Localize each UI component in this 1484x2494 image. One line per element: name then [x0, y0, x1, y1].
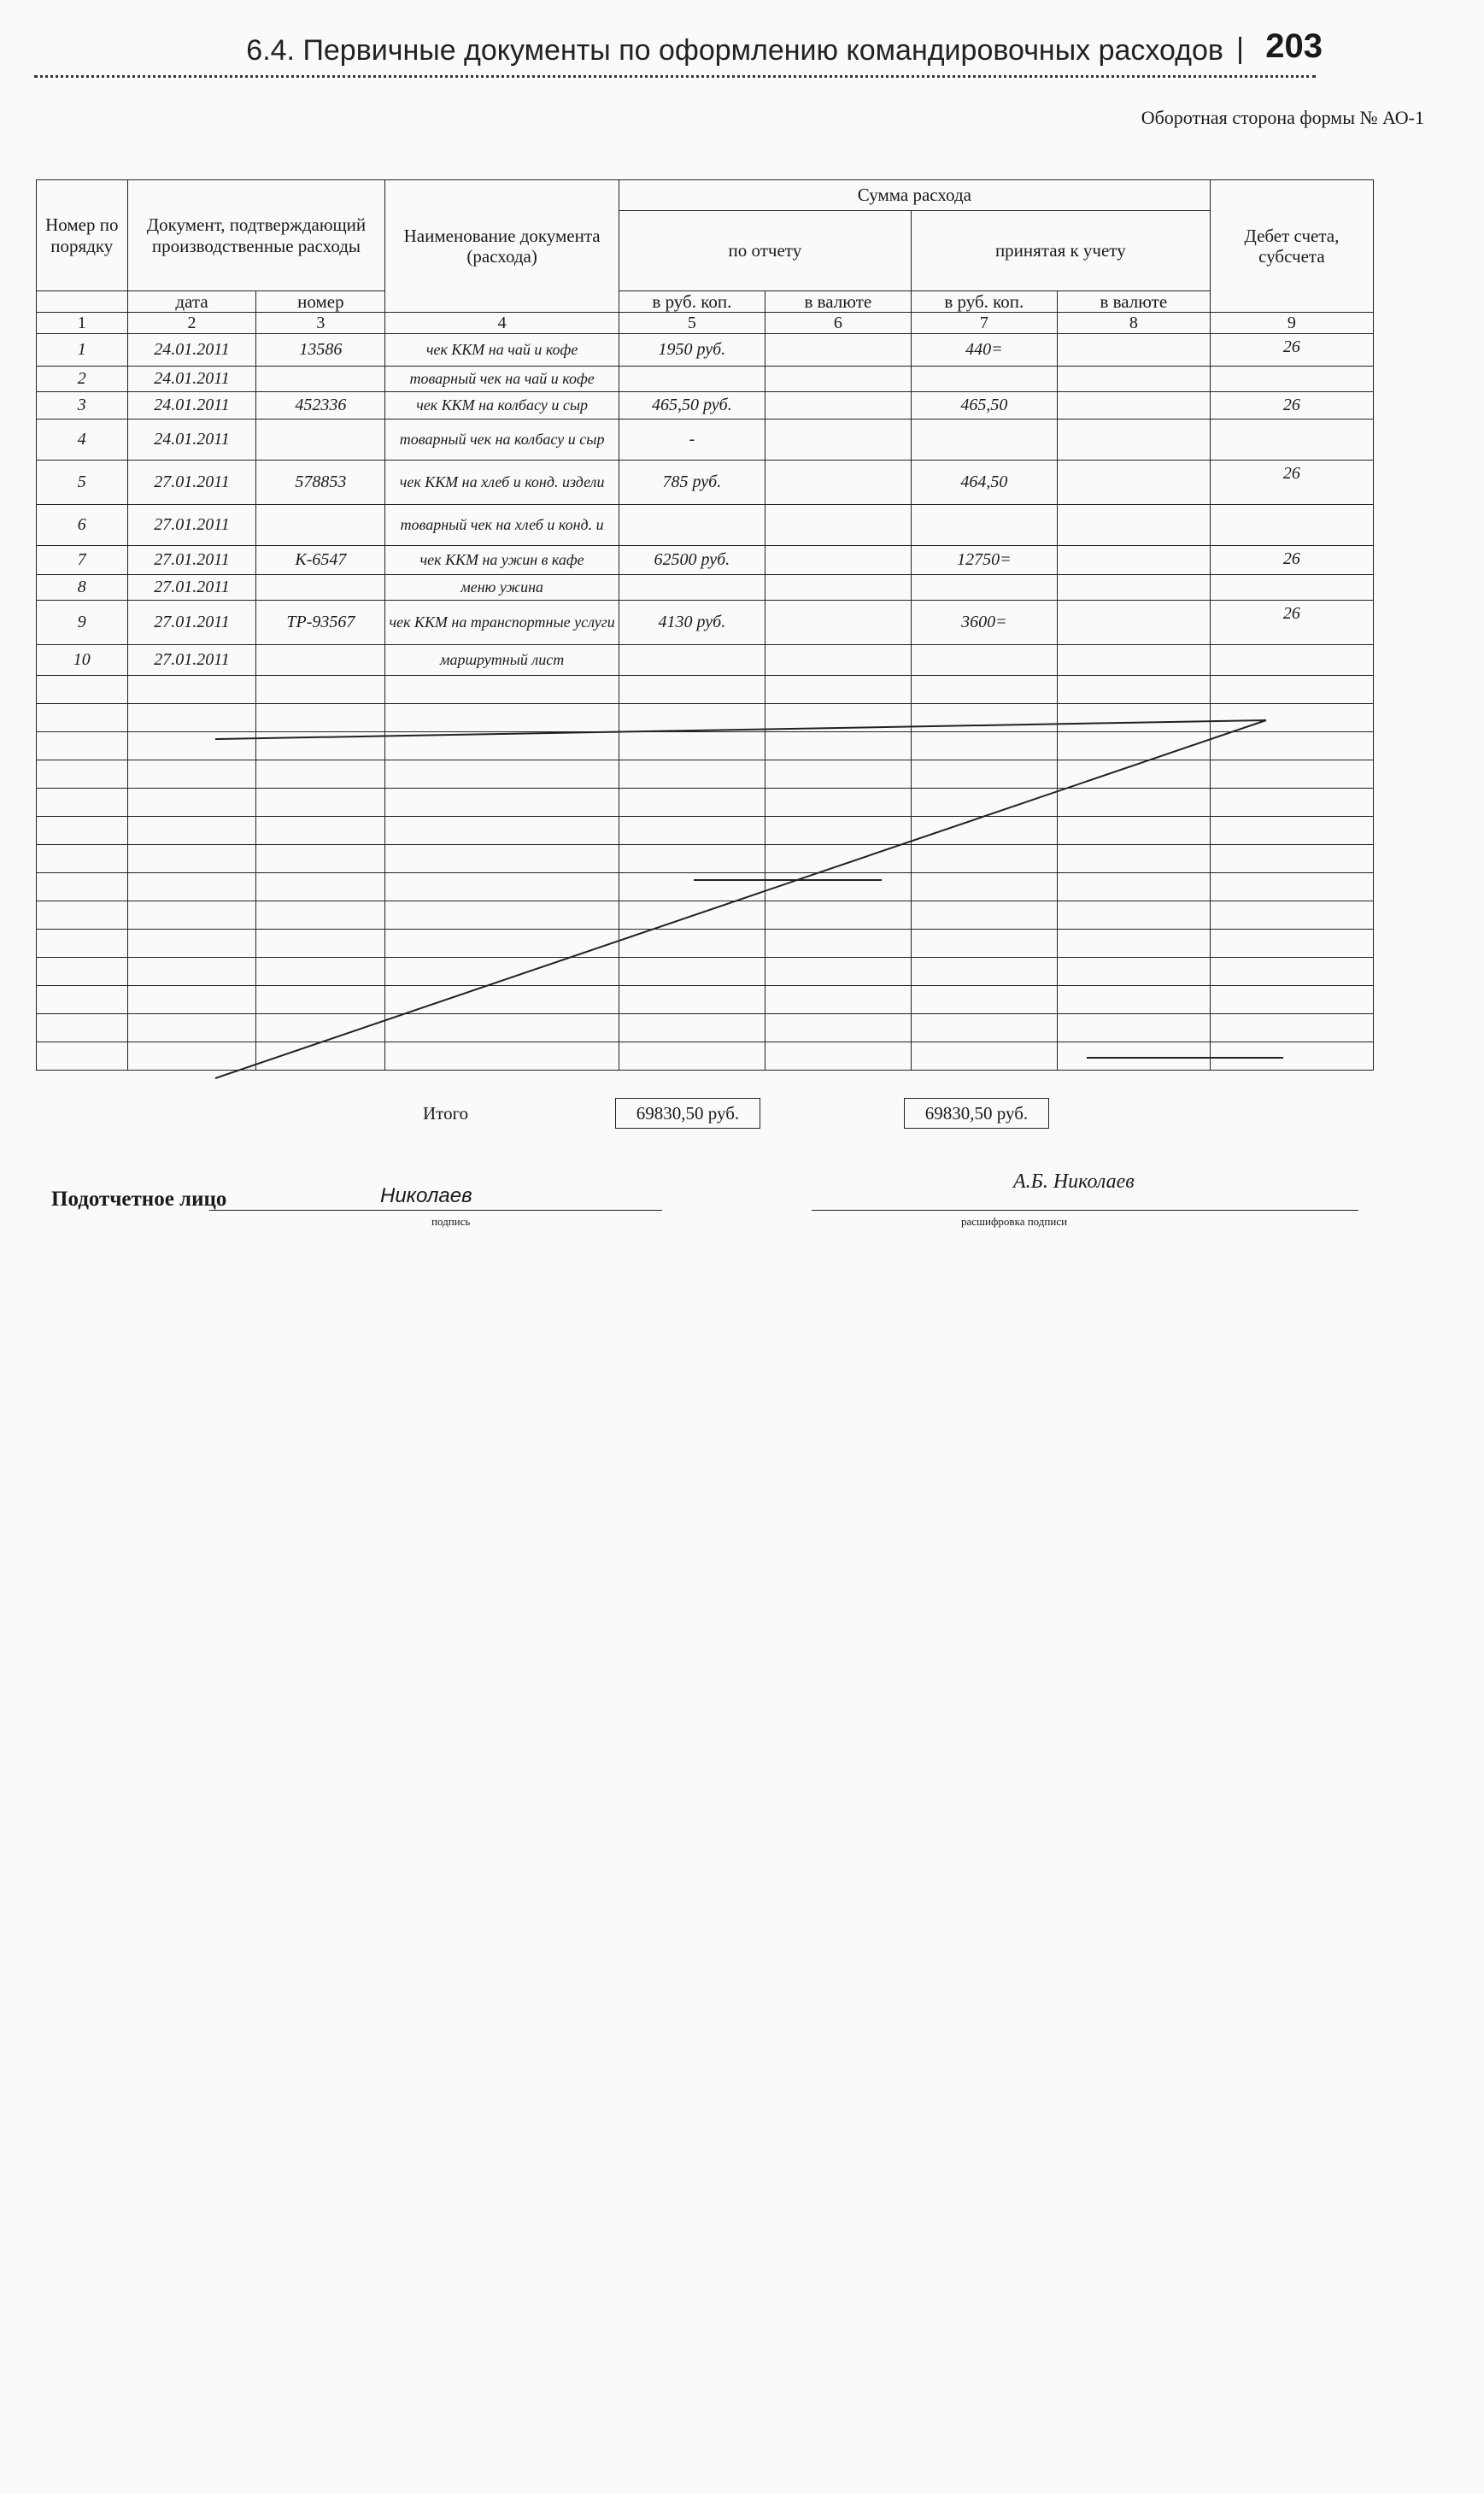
empty-cell: [256, 873, 385, 901]
empty-cell: [619, 1014, 765, 1042]
empty-cell: [619, 704, 765, 732]
empty-cell: [619, 901, 765, 930]
empty-cell: [37, 704, 128, 732]
empty-cell: [256, 1014, 385, 1042]
row-accepted-rub: [911, 575, 1057, 601]
empty-cell: [911, 873, 1057, 901]
row-sum-currency: [765, 601, 911, 645]
row-number: 2: [37, 367, 128, 392]
row-doc-number: [256, 645, 385, 676]
empty-cell: [385, 845, 619, 873]
table-row: [37, 367, 1374, 392]
empty-cell: [127, 873, 256, 901]
col-number: 6: [765, 313, 911, 334]
empty-cell: [37, 1042, 128, 1071]
row-debit: 26: [1210, 601, 1373, 645]
total-by-report: 69830,50 руб.: [615, 1098, 760, 1129]
table-row: [37, 461, 1374, 505]
empty-cell: [1210, 845, 1373, 873]
row-sum-currency: [765, 420, 911, 461]
empty-cell: [1210, 676, 1373, 704]
empty-cell: [385, 986, 619, 1014]
empty-cell: [1210, 789, 1373, 817]
empty-cell: [911, 1042, 1057, 1071]
empty-cell: [127, 845, 256, 873]
signature-block: [0, 1171, 1484, 1239]
empty-cell: [619, 732, 765, 760]
empty-cell: [619, 930, 765, 958]
row-doc-name: чек ККМ на чай и кофе: [385, 334, 619, 367]
row-number: 3: [37, 392, 128, 420]
row-date: 27.01.2011: [127, 575, 256, 601]
row-doc-name: чек ККМ на колбасу и сыр: [385, 392, 619, 420]
row-accepted-rub: [911, 420, 1057, 461]
empty-cell: [127, 958, 256, 986]
empty-row: [37, 930, 1374, 958]
row-debit: [1210, 645, 1373, 676]
empty-cell: [765, 732, 911, 760]
header-number-blank: [37, 291, 128, 313]
row-doc-number: ТР-93567: [256, 601, 385, 645]
empty-cell: [37, 845, 128, 873]
header-accepted: принятая к учету: [911, 211, 1210, 291]
table-row: [37, 645, 1374, 676]
header-rub2: в руб. коп.: [911, 291, 1057, 313]
empty-cell: [1057, 704, 1210, 732]
row-sum-rub: [619, 505, 765, 546]
row-debit: 26: [1210, 546, 1373, 575]
empty-cell: [37, 817, 128, 845]
empty-cell: [1057, 845, 1210, 873]
row-doc-name: чек ККМ на ужин в кафе: [385, 546, 619, 575]
row-sum-currency: [765, 367, 911, 392]
empty-cell: [911, 760, 1057, 789]
empty-cell: [619, 845, 765, 873]
accountable-person-label: Подотчетное лицо: [51, 1188, 227, 1211]
empty-cell: [385, 958, 619, 986]
col-number: 3: [256, 313, 385, 334]
row-accepted-rub: [911, 367, 1057, 392]
empty-cell: [37, 930, 128, 958]
row-accepted-rub: [911, 645, 1057, 676]
header-currency: в валюте: [765, 291, 911, 313]
empty-cell: [385, 1042, 619, 1071]
empty-cell: [911, 986, 1057, 1014]
empty-cell: [1210, 817, 1373, 845]
row-doc-number: [256, 367, 385, 392]
row-number: 1: [37, 334, 128, 367]
empty-cell: [911, 817, 1057, 845]
row-date: 24.01.2011: [127, 367, 256, 392]
empty-cell: [1057, 760, 1210, 789]
empty-cell: [765, 789, 911, 817]
empty-row: [37, 817, 1374, 845]
empty-cell: [256, 732, 385, 760]
header-number: Номер по порядку: [37, 180, 128, 291]
row-sum-rub: 1950 руб.: [619, 334, 765, 367]
empty-cell: [1210, 958, 1373, 986]
empty-cell: [256, 986, 385, 1014]
empty-cell: [1210, 1042, 1373, 1071]
empty-cell: [385, 817, 619, 845]
empty-row: [37, 760, 1374, 789]
decoding-value: А.Б. Николаев: [1013, 1171, 1135, 1193]
page-header: [34, 12, 1333, 70]
empty-row: [37, 901, 1374, 930]
row-accepted-rub: [911, 505, 1057, 546]
empty-cell: [127, 1042, 256, 1071]
row-debit: 26: [1210, 334, 1373, 367]
row-accepted-currency: [1057, 645, 1210, 676]
empty-cell: [1210, 986, 1373, 1014]
empty-cell: [765, 1042, 911, 1071]
empty-cell: [1057, 958, 1210, 986]
empty-cell: [619, 817, 765, 845]
row-date: 24.01.2011: [127, 334, 256, 367]
row-doc-name: чек ККМ на транспортные услуги: [385, 601, 619, 645]
col-number: 5: [619, 313, 765, 334]
empty-cell: [127, 704, 256, 732]
empty-cell: [385, 873, 619, 901]
totals-row: [0, 1098, 1484, 1132]
empty-cell: [765, 676, 911, 704]
row-number: 8: [37, 575, 128, 601]
row-accepted-currency: [1057, 575, 1210, 601]
empty-row: [37, 986, 1374, 1014]
empty-cell: [37, 1014, 128, 1042]
row-doc-name: меню ужина: [385, 575, 619, 601]
empty-cell: [911, 1014, 1057, 1042]
header-date: дата: [127, 291, 256, 313]
empty-cell: [1057, 676, 1210, 704]
empty-cell: [619, 760, 765, 789]
empty-cell: [256, 817, 385, 845]
row-accepted-rub: 465,50: [911, 392, 1057, 420]
row-doc-number: [256, 420, 385, 461]
row-date: 24.01.2011: [127, 420, 256, 461]
empty-cell: [385, 1014, 619, 1042]
row-sum-currency: [765, 392, 911, 420]
empty-row: [37, 873, 1374, 901]
empty-row: [37, 958, 1374, 986]
totals-label: Итого: [423, 1103, 469, 1124]
row-date: 27.01.2011: [127, 505, 256, 546]
header-rub: в руб. коп.: [619, 291, 765, 313]
row-sum-currency: [765, 546, 911, 575]
header-name: Наименование документа (расхода): [385, 180, 619, 313]
empty-cell: [385, 676, 619, 704]
header-number-doc: номер: [256, 291, 385, 313]
row-date: 24.01.2011: [127, 392, 256, 420]
row-date: 27.01.2011: [127, 546, 256, 575]
row-accepted-currency: [1057, 461, 1210, 505]
table-row: [37, 392, 1374, 420]
row-accepted-currency: [1057, 505, 1210, 546]
empty-cell: [765, 958, 911, 986]
row-date: 27.01.2011: [127, 461, 256, 505]
header-currency2: в валюте: [1057, 291, 1210, 313]
page-number: 203: [1265, 27, 1323, 65]
empty-cell: [911, 958, 1057, 986]
empty-cell: [385, 789, 619, 817]
row-debit: [1210, 420, 1373, 461]
empty-cell: [256, 676, 385, 704]
empty-cell: [37, 789, 128, 817]
empty-cell: [127, 901, 256, 930]
signature-line: [209, 1210, 662, 1211]
row-sum-currency: [765, 505, 911, 546]
empty-cell: [765, 1014, 911, 1042]
empty-cell: [619, 958, 765, 986]
row-sum-currency: [765, 645, 911, 676]
empty-cell: [619, 986, 765, 1014]
empty-row: [37, 1014, 1374, 1042]
empty-cell: [911, 845, 1057, 873]
empty-cell: [127, 986, 256, 1014]
header-separator: |: [1236, 32, 1244, 65]
row-sum-rub: -: [619, 420, 765, 461]
row-number: 5: [37, 461, 128, 505]
row-debit: [1210, 367, 1373, 392]
row-accepted-rub: 3600=: [911, 601, 1057, 645]
empty-cell: [911, 704, 1057, 732]
row-number: 4: [37, 420, 128, 461]
table-row: [37, 601, 1374, 645]
signature-caption: подпись: [431, 1215, 471, 1228]
row-debit: 26: [1210, 461, 1373, 505]
row-doc-name: чек ККМ на хлеб и конд. издели: [385, 461, 619, 505]
empty-cell: [619, 789, 765, 817]
row-sum-currency: [765, 461, 911, 505]
empty-cell: [1057, 1014, 1210, 1042]
empty-cell: [619, 676, 765, 704]
empty-cell: [911, 732, 1057, 760]
row-doc-number: 578853: [256, 461, 385, 505]
empty-cell: [1057, 732, 1210, 760]
empty-cell: [1057, 789, 1210, 817]
row-debit: [1210, 575, 1373, 601]
empty-cell: [127, 817, 256, 845]
empty-cell: [619, 1042, 765, 1071]
col-number: 1: [37, 313, 128, 334]
empty-cell: [256, 845, 385, 873]
empty-cell: [127, 760, 256, 789]
empty-row: [37, 845, 1374, 873]
empty-cell: [765, 986, 911, 1014]
empty-cell: [911, 930, 1057, 958]
col-number: 9: [1210, 313, 1373, 334]
empty-cell: [127, 930, 256, 958]
empty-row: [37, 732, 1374, 760]
header-title: 6.4. Первичные документы по оформлению командировочных расходов: [246, 34, 1223, 67]
empty-cell: [1057, 986, 1210, 1014]
empty-cell: [37, 732, 128, 760]
col-number: 4: [385, 313, 619, 334]
row-sum-rub: [619, 367, 765, 392]
row-date: 27.01.2011: [127, 645, 256, 676]
row-sum-rub: 4130 руб.: [619, 601, 765, 645]
empty-row: [37, 676, 1374, 704]
empty-cell: [385, 704, 619, 732]
row-number: 10: [37, 645, 128, 676]
col-number: 8: [1057, 313, 1210, 334]
decoding-caption: расшифровка подписи: [961, 1215, 1068, 1228]
col-number: 2: [127, 313, 256, 334]
row-accepted-currency: [1057, 601, 1210, 645]
row-debit: 26: [1210, 392, 1373, 420]
total-accepted: 69830,50 руб.: [904, 1098, 1049, 1129]
empty-row: [37, 704, 1374, 732]
empty-cell: [37, 760, 128, 789]
row-accepted-rub: 464,50: [911, 461, 1057, 505]
empty-cell: [37, 873, 128, 901]
row-sum-rub: 465,50 руб.: [619, 392, 765, 420]
table-row: [37, 505, 1374, 546]
row-doc-name: товарный чек на чай и кофе: [385, 367, 619, 392]
empty-cell: [127, 789, 256, 817]
row-sum-rub: [619, 575, 765, 601]
row-accepted-currency: [1057, 367, 1210, 392]
empty-cell: [765, 930, 911, 958]
empty-cell: [765, 873, 911, 901]
table-row: [37, 575, 1374, 601]
empty-cell: [385, 732, 619, 760]
empty-cell: [37, 901, 128, 930]
empty-cell: [256, 901, 385, 930]
row-accepted-currency: [1057, 420, 1210, 461]
empty-cell: [256, 760, 385, 789]
empty-cell: [1057, 901, 1210, 930]
row-sum-rub: 785 руб.: [619, 461, 765, 505]
empty-cell: [127, 1014, 256, 1042]
empty-cell: [1210, 760, 1373, 789]
row-accepted-rub: 12750=: [911, 546, 1057, 575]
header-debit: Дебет счета, субсчета: [1210, 180, 1373, 313]
empty-cell: [256, 1042, 385, 1071]
col-number: 7: [911, 313, 1057, 334]
row-doc-number: К-6547: [256, 546, 385, 575]
row-number: 9: [37, 601, 128, 645]
empty-cell: [1210, 704, 1373, 732]
row-debit: [1210, 505, 1373, 546]
empty-cell: [385, 760, 619, 789]
row-sum-currency: [765, 575, 911, 601]
empty-cell: [1057, 930, 1210, 958]
empty-cell: [37, 958, 128, 986]
empty-cell: [765, 901, 911, 930]
header-by-report: по отчету: [619, 211, 911, 291]
empty-cell: [385, 901, 619, 930]
row-doc-name: маршрутный лист: [385, 645, 619, 676]
row-doc-number: [256, 505, 385, 546]
empty-cell: [1210, 1014, 1373, 1042]
empty-cell: [256, 789, 385, 817]
empty-cell: [765, 704, 911, 732]
row-number: 7: [37, 546, 128, 575]
empty-cell: [1057, 817, 1210, 845]
empty-row: [37, 789, 1374, 817]
header-divider: [34, 75, 1316, 78]
row-accepted-currency: [1057, 546, 1210, 575]
empty-cell: [911, 789, 1057, 817]
row-accepted-currency: [1057, 392, 1210, 420]
empty-cell: [127, 676, 256, 704]
decoding-line: [812, 1210, 1358, 1211]
empty-cell: [765, 760, 911, 789]
header-sum: Сумма расхода: [619, 180, 1210, 211]
empty-cell: [1210, 873, 1373, 901]
table-row: [37, 546, 1374, 575]
empty-cell: [127, 732, 256, 760]
row-doc-number: [256, 575, 385, 601]
empty-cell: [37, 986, 128, 1014]
empty-cell: [1057, 873, 1210, 901]
empty-row: [37, 1042, 1374, 1071]
row-sum-currency: [765, 334, 911, 367]
empty-cell: [911, 676, 1057, 704]
empty-cell: [1057, 1042, 1210, 1071]
empty-cell: [765, 817, 911, 845]
row-date: 27.01.2011: [127, 601, 256, 645]
row-accepted-rub: 440=: [911, 334, 1057, 367]
empty-cell: [765, 845, 911, 873]
empty-cell: [1210, 901, 1373, 930]
row-sum-rub: [619, 645, 765, 676]
empty-cell: [385, 930, 619, 958]
empty-cell: [256, 930, 385, 958]
row-number: 6: [37, 505, 128, 546]
row-doc-name: товарный чек на колбасу и сыр: [385, 420, 619, 461]
row-doc-name: товарный чек на хлеб и конд. и: [385, 505, 619, 546]
empty-cell: [619, 873, 765, 901]
empty-cell: [1210, 930, 1373, 958]
expense-table: [36, 179, 1374, 1071]
form-caption: Оборотная сторона формы № АО-1: [1141, 107, 1424, 128]
row-accepted-currency: [1057, 334, 1210, 367]
header-document: Документ, подтверждающий производственные расходы: [127, 180, 385, 291]
empty-cell: [256, 704, 385, 732]
row-doc-number: 13586: [256, 334, 385, 367]
table-row: [37, 334, 1374, 367]
row-doc-number: 452336: [256, 392, 385, 420]
signature-value: Николаев: [380, 1184, 472, 1207]
empty-cell: [911, 901, 1057, 930]
empty-cell: [256, 958, 385, 986]
empty-cell: [37, 676, 128, 704]
table-row: [37, 420, 1374, 461]
empty-cell: [1210, 732, 1373, 760]
row-sum-rub: 62500 руб.: [619, 546, 765, 575]
